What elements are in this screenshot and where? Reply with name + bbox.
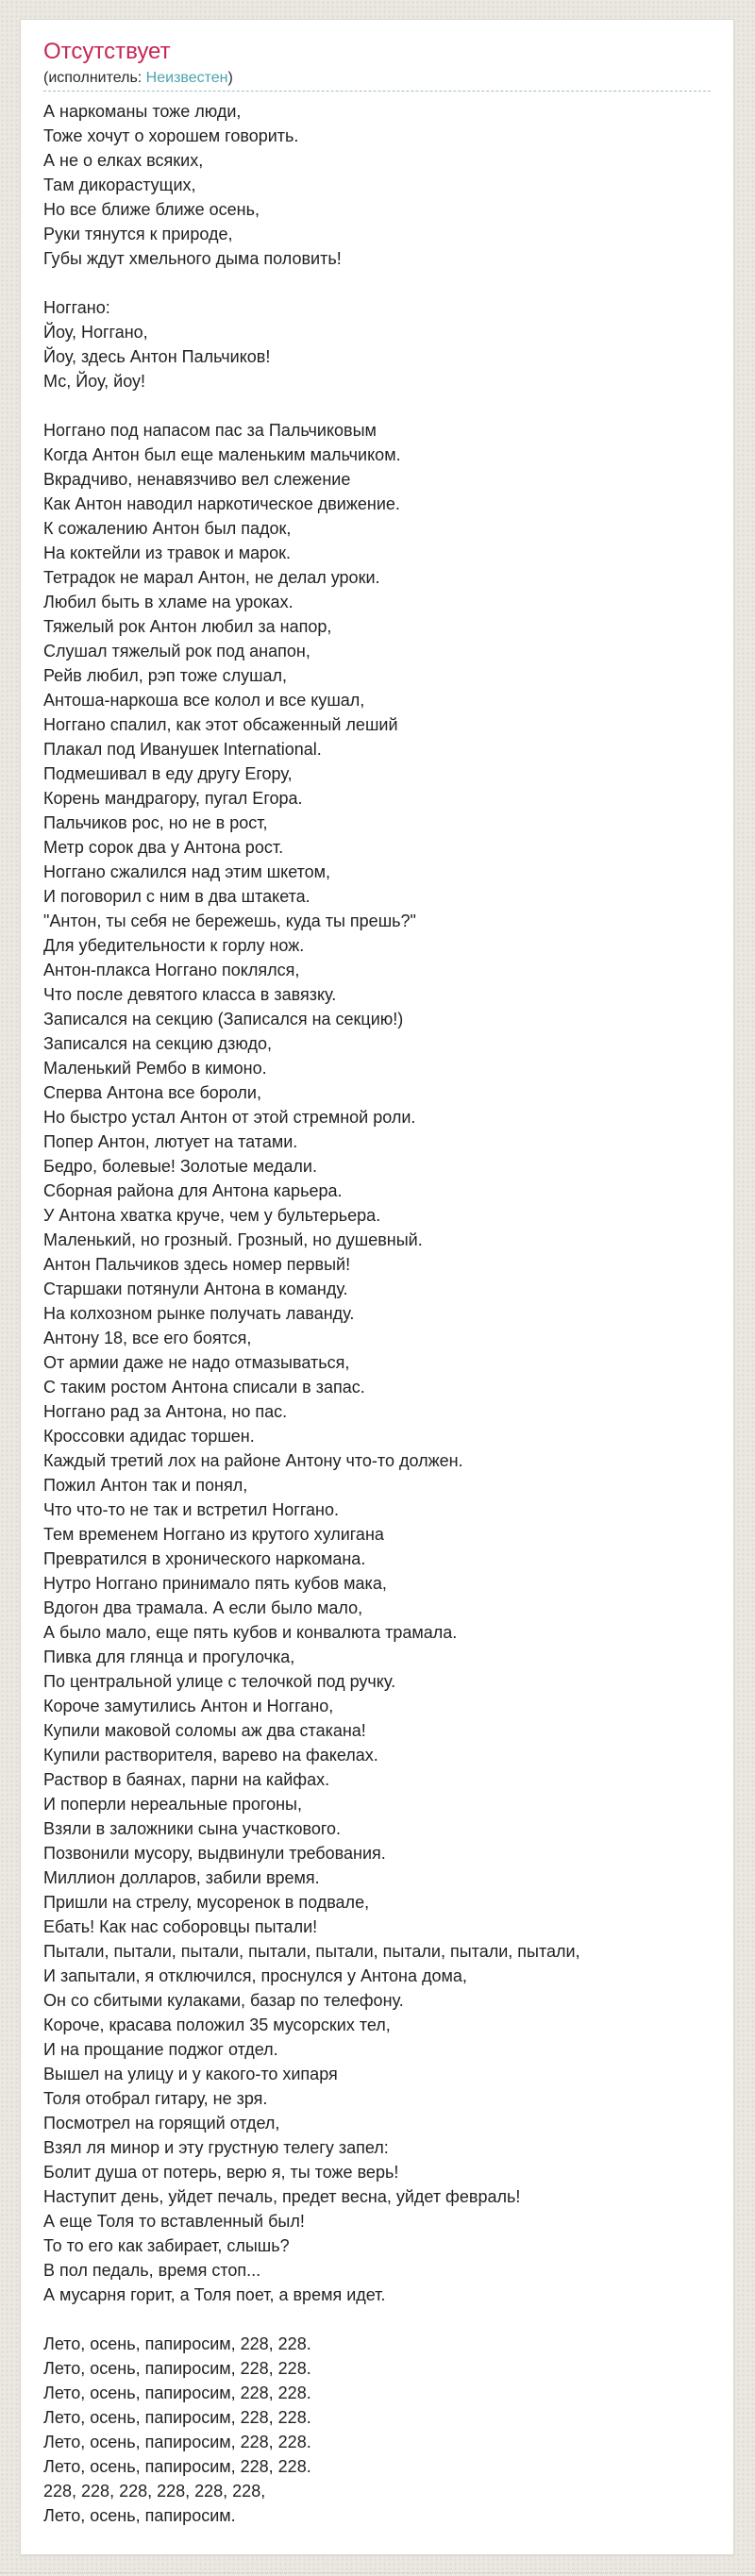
song-title-link[interactable]: Отсутствует [43,39,171,64]
lyric-line: Сперва Антона все бороли, [43,1083,261,1102]
lyric-line: Корень мандрагору, пугал Егора. [43,789,303,808]
lyric-line: И запытали, я отключился, проснулся у Антона дома, [43,1966,467,1985]
stanza [43,295,711,393]
lyric-line: Как Антон наводил наркотическое движение. [43,494,400,513]
lyric-line: Для убедительности к горлу нож. [43,936,305,955]
lyric-line: Что после девятого класса в завязку. [43,985,337,1004]
lyric-line: Пальчиков рос, но не в рост, [43,813,268,832]
lyric-line: Взяли в заложники сына участкового. [43,1819,342,1838]
lyric-line: Вкрадчиво, ненавязчиво вел слежение [43,470,351,489]
lyric-line: Взял ля минор и эту грустную телегу запел: [43,2138,389,2157]
lyric-line: К сожалению Антон был падок, [43,519,292,538]
lyric-line: А мусарня горит, а Толя поет, а время идет. [43,2285,386,2304]
lyric-line: Лето, осень, папиросим. [43,2506,236,2525]
stanza [43,2332,711,2528]
lyric-line: И на прощание поджог отдел. [43,2040,278,2059]
lyric-line: Лето, осень, папиросим, 228, 228. [43,2433,311,2451]
lyric-line: Короче, красава положил 35 мусорских тел, [43,2016,391,2034]
lyric-line: Там дикорастущих, [43,176,196,194]
lyric-line: Толя отобрал гитару, не зря. [43,2089,268,2108]
lyric-line: На коктейли из травок и марок. [43,544,292,562]
lyric-line: Тетрадок не марал Антон, не делал уроки. [43,568,380,587]
lyric-line: А было мало, еще пять кубов и конвалюта трамала. [43,1623,458,1642]
stanza [43,99,711,271]
lyric-line: Пожил Антон так и понял, [43,1476,248,1495]
lyric-line: Мс, Йоу, йоу! [43,372,146,391]
lyric-line: Подмешивал в еду другу Егору, [43,764,293,783]
lyric-line: Антон-плакса Ноггано поклялся, [43,961,300,979]
lyric-line: Купили растворителя, варево на факелах. [43,1746,378,1765]
lyric-line: Когда Антон был еще маленьким мальчиком. [43,445,401,464]
lyric-line: "Антон, ты себя не бережешь, куда ты прешь?" [43,912,416,930]
lyric-line: Лето, осень, папиросим, 228, 228. [43,2457,311,2476]
lyric-line: Антону 18, все его боятся, [43,1329,252,1347]
lyric-line: Слушал тяжелый рок под анапон, [43,642,310,661]
lyric-line: Маленький, но грозный. Грозный, но душевный. [43,1230,423,1249]
lyric-line: 228, 228, 228, 228, 228, 228, [43,2482,266,2501]
lyric-line: А наркоманы тоже люди, [43,102,242,121]
lyric-line: Ноггано спалил, как этот обсаженный леший [43,715,398,734]
lyric-line: Лето, осень, папиросим, 228, 228. [43,2384,311,2402]
stanza [43,418,711,2307]
lyric-line: Антон Пальчиков здесь номер первый! [43,1255,351,1274]
lyric-line: А не о елках всяких, [43,151,204,170]
lyric-line: Тяжелый рок Антон любил за напор, [43,617,332,636]
artist-link[interactable]: Неизвестен [145,70,228,86]
lyric-line: Лето, осень, папиросим, 228, 228. [43,2408,311,2427]
lyric-line: Купили маковой соломы аж два стакана! [43,1721,366,1740]
lyric-line: Позвонили мусору, выдвинули требования. [43,1844,386,1863]
lyrics-card [20,19,734,2555]
lyric-line: Пивка для глянца и прогулочка, [43,1648,295,1666]
lyric-line: Ноггано под напасом пас за Пальчиковым [43,421,377,440]
lyric-line: Руки тянутся к природе, [43,225,233,243]
lyric-line: Что что-то не так и встретил Ноггано. [43,1500,340,1519]
lyric-line: Губы ждут хмельного дыма половить! [43,249,342,268]
lyric-line: Пришли на стрелу, мусоренок в подвале, [43,1893,370,1912]
lyric-line: Плакал под Иванушек International. [43,740,322,759]
bottom-divider [0,2572,755,2573]
artist-line [43,69,711,87]
lyric-line: Болит душа от потерь, верю я, ты тоже верь! [43,2163,399,2182]
lyrics-text [43,99,711,2528]
lyric-line: В пол педаль, время стоп... [43,2261,261,2280]
lyric-line: Но быстро устал Антон от этой стремной роли. [43,1108,416,1127]
lyric-line: Посмотрел на горящий отдел, [43,2114,280,2133]
lyric-line: И поговорил с ним в два штакета. [43,887,310,906]
lyric-line: А еще Толя то вставленный был! [43,2212,305,2231]
song-header [43,39,711,92]
lyric-line: С таким ростом Антона списали в запас. [43,1378,365,1397]
lyric-line: Вышел на улицу и у какого-то хипаря [43,2065,338,2083]
lyric-line: Он со сбитыми кулаками, базар по телефону. [43,1991,404,2010]
lyric-line: То то его как забирает, слышь? [43,2236,290,2255]
lyric-line: Антоша-наркоша все колол и все кушал, [43,691,365,710]
lyric-line: Старшаки потянули Антона в команду. [43,1280,348,1298]
lyric-line: Лето, осень, папиросим, 228, 228. [43,2359,311,2378]
lyric-line: По центральной улице с телочкой под ручку. [43,1672,396,1691]
lyric-line: Рейв любил, рэп тоже слушал, [43,666,288,685]
lyric-line: Йоу, здесь Антон Пальчиков! [43,347,271,366]
lyric-line: У Антона хватка круче, чем у бультерьера. [43,1206,381,1225]
artist-suffix: ) [227,70,233,86]
lyric-line: Маленький Рембо в кимоно. [43,1059,267,1078]
lyric-line: Пытали, пытали, пытали, пытали, пытали, пытали, пытали, пытали, [43,1942,580,1961]
lyric-line: Записался на секцию (Записался на секцию!) [43,1010,404,1029]
lyric-line: Ноггано рад за Антона, но пас. [43,1402,288,1421]
lyric-line: Йоу, Ноггано, [43,323,148,342]
lyric-line: И поперли нереальные прогоны, [43,1795,302,1814]
lyric-line: Ноггано: [43,298,110,317]
lyric-line: Кроссовки адидас торшен. [43,1427,255,1446]
lyric-line: Лето, осень, папиросим, 228, 228. [43,2334,311,2353]
lyric-line: Нутро Ноггано принимало пять кубов мака, [43,1574,387,1593]
lyric-line: Тоже хочут о хорошем говорить. [43,126,299,145]
lyric-line: Любил быть в хламе на уроках. [43,593,294,611]
lyric-line: Короче замутились Антон и Ноггано, [43,1697,334,1715]
lyric-line: От армии даже не надо отмазываться, [43,1353,350,1372]
lyric-line: Наступит день, уйдет печаль, предет весна, уйдет февраль! [43,2187,521,2206]
lyric-line: Ебать! Как нас соборовцы пытали! [43,1917,318,1936]
lyric-line: Миллион долларов, забили время. [43,1868,320,1887]
lyric-line: Бедро, болевые! Золотые медали. [43,1157,317,1176]
lyric-line: Метр сорок два у Антона рост. [43,838,284,857]
lyric-line: Каждый третий лох на районе Антону что-то должен. [43,1451,463,1470]
artist-prefix: (исполнитель: [43,70,146,86]
lyric-line: Раствор в баянах, парни на кайфах. [43,1770,330,1789]
lyric-line: Превратился в хронического наркомана. [43,1549,366,1568]
lyric-line: Записался на секцию дзюдо, [43,1034,273,1053]
lyric-line: Тем временем Ноггано из крутого хулигана [43,1525,384,1544]
lyric-line: Сборная района для Антона карьера. [43,1181,343,1200]
lyric-line: Но все ближе ближе осень, [43,200,260,219]
lyric-line: На колхозном рынке получать лаванду. [43,1304,355,1323]
lyric-line: Вдогон два трамала. А если было мало, [43,1598,363,1617]
lyric-line: Ноггано сжалился над этим шкетом, [43,862,331,881]
lyric-line: Попер Антон, лютует на татами. [43,1132,298,1151]
